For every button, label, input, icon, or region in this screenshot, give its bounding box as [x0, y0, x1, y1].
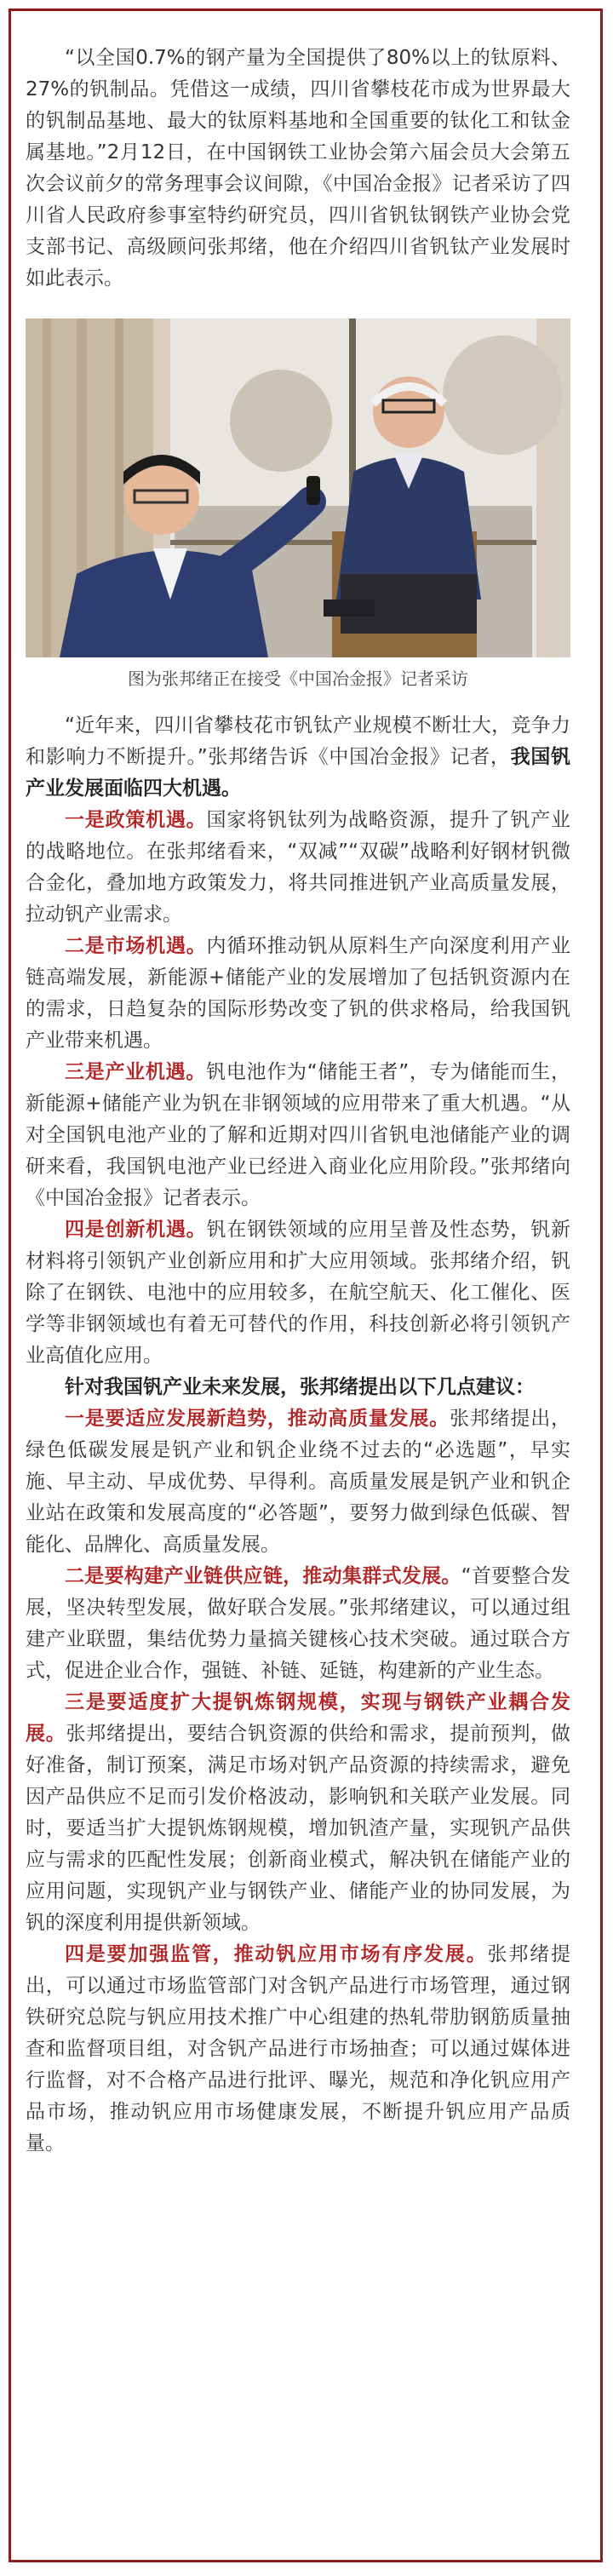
- paragraph-suggestion-4: [26, 1939, 570, 2160]
- heading-suggestion-1: 一是要适应发展新趋势，推动高质量发展。: [65, 1408, 450, 1430]
- heading-suggestion-4: 四是要加强监管，推动钒应用市场有序发展。: [65, 1943, 488, 1965]
- interview-photo-illustration: [26, 318, 570, 657]
- paragraph-suggestions-intro: 针对我国钒产业未来发展，张邦绪提出以下几点建议：: [65, 1376, 535, 1398]
- heading-market: 二是市场机遇。: [65, 935, 207, 957]
- text-suggestion-3: 张邦绪提出，要结合钒资源的供给和需求，提前预判，做好准备，制订预案，满足市场对钒产品资源的持续需求，避免因产品供应不足而引发价格波动，影响钒和关联产业发展。同时，要适当扩大提钒炼钢规模，增加钒渣产量，实现钒产品供应与需求的匹配性发展；创新商业模式，解决钒在储能产业的应用问题，实现钒产业与钢铁产业、储能产业的协同发展，为钒的深度利用提供新领域。: [26, 1723, 571, 1934]
- paragraph-suggestion-1: [26, 1403, 570, 1561]
- photo-block: [26, 318, 570, 691]
- text-suggestion-4: 张邦绪提出，可以通过市场监管部门对含钒产品进行市场管理，通过钢铁研究总院与钒应用技术推广中心组建的热轧带肋钢筋质量抽查和监督项目组，对含钒产品进行市场抽查；可以通过媒体进行监督，对不合格产品进行批评、曝光，规范和净化钒应用产品市场，推动钒应用市场健康发展，不断提升钒应用产品质量。: [26, 1943, 571, 2154]
- text-suggestion-2: “首要整合发展，坚决转型发展，做好联合发展。”张邦绪建议，可以通过组建产业联盟，集结优势力量搞关键核心技术突破。通过联合方式，促进企业合作，强链、补链、延链，构建新的产业生态。: [26, 1565, 571, 1682]
- heading-industry: 三是产业机遇。: [65, 1061, 207, 1083]
- article-body: [26, 43, 570, 2160]
- text-market: 内循环推动钒从原料生产向深度利用产业链高端发展，新能源+储能产业的发展增加了包括钒资源内在的需求，日趋复杂的国际形势改变了钒的供求格局，给我国钒产业带来机遇。: [26, 935, 571, 1052]
- paragraph-opportunities-intro: [26, 710, 570, 805]
- heading-policy: 一是政策机遇。: [65, 809, 207, 831]
- heading-innovation: 四是创新机遇。: [65, 1219, 207, 1241]
- paragraph-policy: [26, 805, 570, 931]
- paragraph-industry: [26, 1057, 570, 1214]
- paragraph-intro: “以全国0.7%的钢产量为全国提供了80%以上的钛原料、27%的钒制品。凭借这一成绩，四川省攀枝花市成为世界最大的钒制品基地、最大的钛原料基地和全国重要的钛化工和钛金属基地。”2月12日，在中国钢铁工业协会第六届会员大会第五次会议前夕的常务理事会议间隙，《中国冶金报》记者采访了四川省人民政府参事室特约研究员，四川省钒钛钢铁产业协会党支部书记、高级顾问张邦绪，他在介绍四川省钒钛产业发展时如此表示。: [26, 47, 570, 290]
- heading-suggestion-3: 三是要适度扩大提钒炼钢规模，实现与钢铁产业耦合发展。: [26, 1691, 570, 1745]
- paragraph-suggestion-2: [26, 1561, 570, 1687]
- paragraph-market: [26, 931, 570, 1057]
- text-emphasis: 我国钒产业发展面临四大机遇。: [26, 746, 571, 800]
- text-policy: 国家将钒钛列为战略资源，提升了钒产业的战略地位。在张邦绪看来，“双减”“双碳”战略利好钢材钒微合金化，叠加地方政策发力，将共同推进钒产业高质量发展，拉动钒产业需求。: [26, 809, 571, 926]
- paragraph-suggestion-3: [26, 1687, 570, 1939]
- text-industry: 钒电池作为“储能王者”，专为储能而生，新能源+储能产业为钒在非钢领域的应用带来了重大机遇。“从对全国钒电池产业的了解和近期对四川省钒电池储能产业的调研来看，我国钒电池产业已经进入商业化应用阶段。”张邦绪向《中国冶金报》记者表示。: [26, 1061, 570, 1209]
- interview-photo: [26, 318, 570, 657]
- text-innovation: 钒在钢铁领域的应用呈普及性态势，钒新材料将引领钒产业创新应用和扩大应用领域。张邦绪介绍，钒除了在钢铁、电池中的应用较多，在航空航天、化工催化、医学等非钢领域也有着无可替代的作用，科技创新必将引领钒产业高值化应用。: [26, 1219, 571, 1367]
- paragraph-innovation: [26, 1214, 570, 1372]
- heading-suggestion-2: 二是要构建产业链供应链，推动集群式发展。: [65, 1565, 461, 1587]
- text-quote: “近年来，四川省攀枝花市钒钛产业规模不断壮大，竞争力和影响力不断提升。”张邦绪告诉《中国冶金报》记者，: [26, 714, 570, 768]
- text-suggestion-1: 张邦绪提出，绿色低碳发展是钒产业和钒企业绕不过去的“必选题”，早实施、早主动、早成优势、早得利。高质量发展是钒产业和钒企业站在政策和发展高度的“必答题”，要努力做到绿色低碳、智能化、品牌化、高质量发展。: [26, 1408, 571, 1556]
- photo-caption: 图为张邦绪正在接受《中国冶金报》记者采访: [128, 668, 468, 689]
